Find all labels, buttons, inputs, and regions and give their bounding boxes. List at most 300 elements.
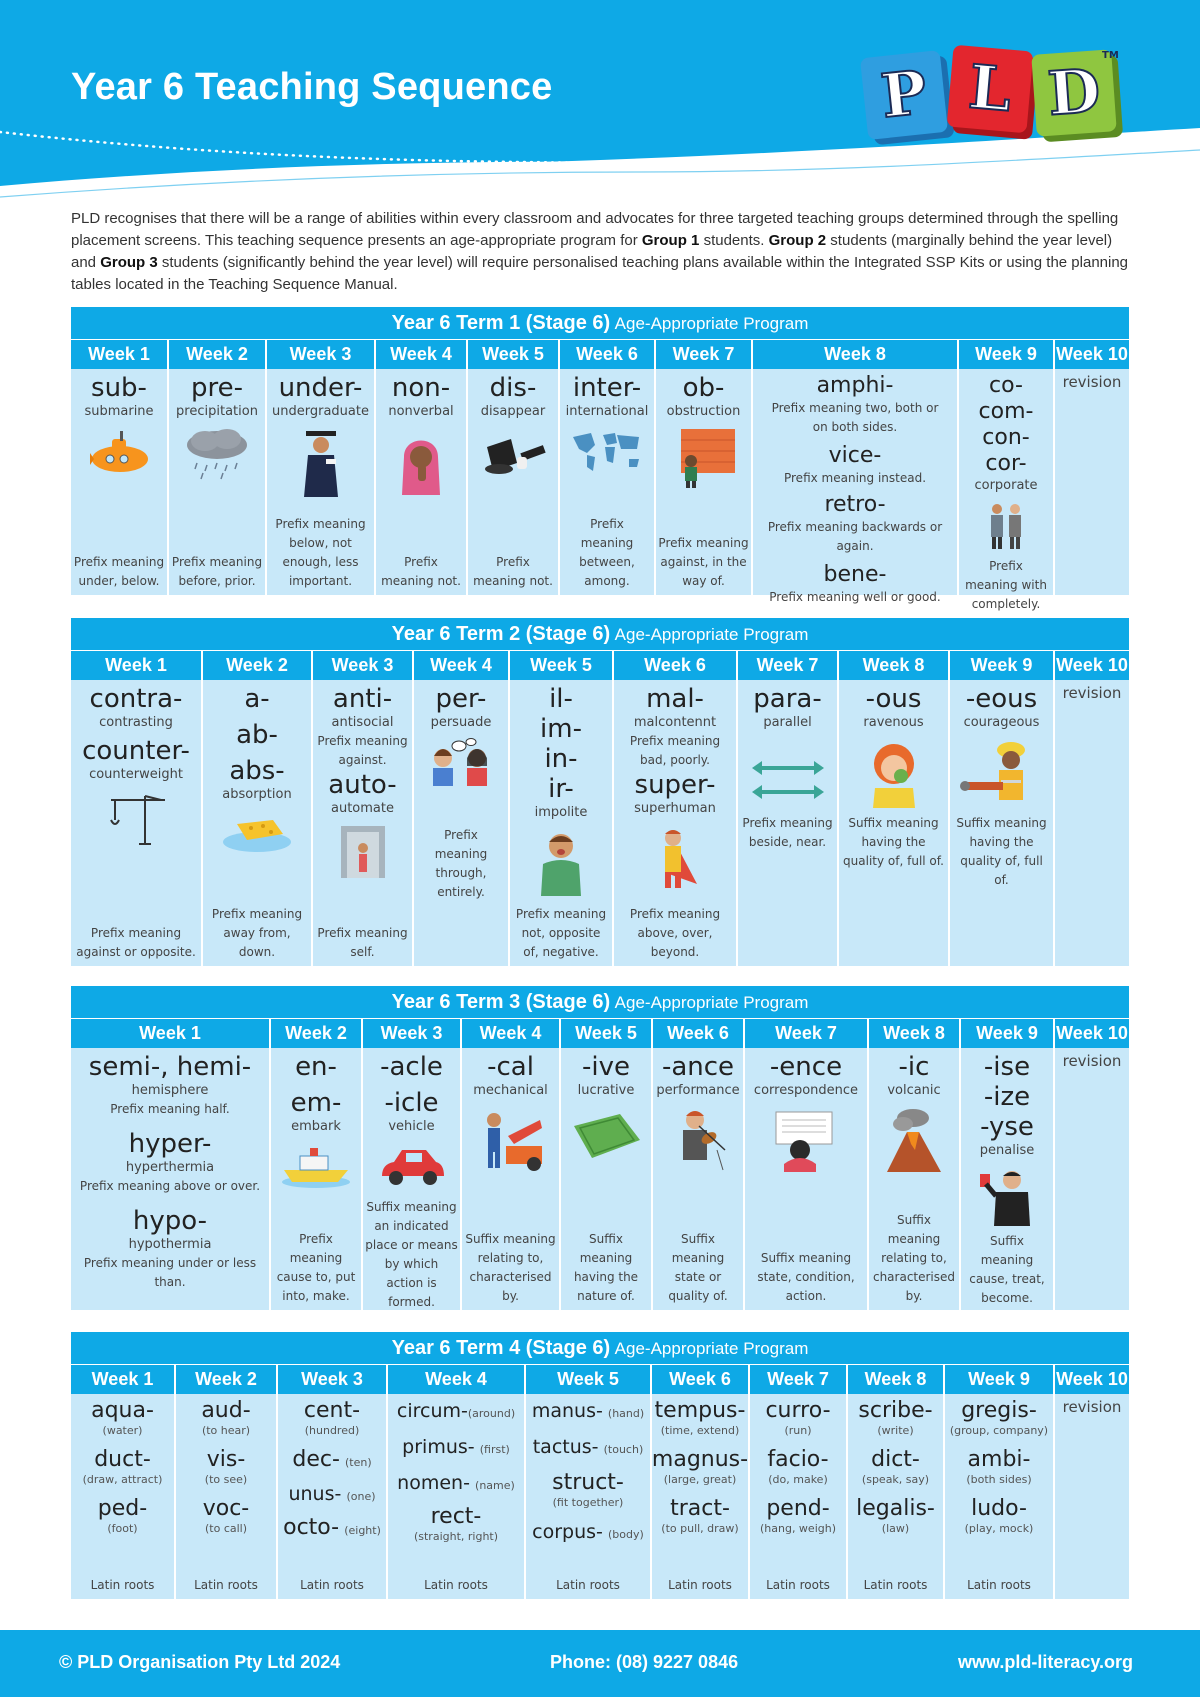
latin-root: dict- [871, 1447, 920, 1472]
meaning-text: Prefix meaning well or good. [769, 590, 941, 604]
latin-root: duct- [94, 1447, 151, 1472]
example-word: corporate [974, 478, 1038, 493]
example-word: courageous [963, 715, 1040, 730]
morpheme: under- [278, 373, 363, 403]
latin-root: magnus- [651, 1447, 749, 1472]
week-cell [753, 369, 959, 604]
latin-root-line: corpus- (body) [532, 1521, 644, 1543]
week-cell [839, 680, 950, 966]
week-header-row [71, 651, 1129, 680]
latin-root-line: circum-(around) [396, 1400, 516, 1422]
meaning-text: Prefix meaning beside, near. [742, 816, 833, 849]
example-word: counterweight [89, 767, 183, 782]
volcano-illustration [879, 1106, 949, 1176]
term-1-table [71, 307, 1129, 611]
root-meaning: (to hear) [201, 1424, 251, 1437]
root-meaning: (time, extend) [660, 1424, 740, 1437]
example-word: superhuman [634, 801, 716, 816]
automatic-door-illustration [335, 824, 391, 880]
meaning-text: Prefix meaning before, prior. [171, 555, 263, 588]
root-meaning: (write) [877, 1424, 914, 1437]
root-meaning: (straight, right) [413, 1530, 499, 1543]
brick-wall-illustration [669, 427, 739, 489]
meaning-text: Prefix meaning above or over. [79, 1179, 261, 1193]
example-word: disappear [480, 404, 546, 419]
phone-number: Phone: (08) 9227 0846 [550, 1652, 739, 1672]
morpheme: amphi- [816, 373, 894, 398]
persuade-people-illustration [423, 738, 499, 788]
logo-block-d: D [1031, 49, 1117, 136]
violinist-illustration [665, 1106, 731, 1172]
week-header: Week 4 [462, 1019, 561, 1048]
term-2-table [71, 618, 1129, 966]
term-title: Year 6 Term 2 (Stage 6) Age-Appropriate Program [71, 618, 1129, 651]
root-meaning: (speak, say) [861, 1473, 930, 1486]
latin-root-line: nomen- (name) [397, 1472, 515, 1494]
latin-root: pend- [766, 1496, 830, 1521]
mechanic-illustration [478, 1106, 544, 1172]
latin-root: ambi- [967, 1447, 1031, 1472]
week-cell [71, 369, 169, 595]
world-map-illustration [569, 427, 645, 477]
term-row [71, 1394, 1129, 1599]
latin-roots-label: Latin roots [90, 1578, 155, 1592]
morpheme: bene- [823, 562, 887, 587]
week-cell [71, 1048, 271, 1310]
example-word: obstruction [666, 404, 741, 419]
firefighter-illustration [957, 738, 1047, 808]
week-cell [750, 1394, 848, 1599]
root-meaning: (large, great) [663, 1473, 737, 1486]
week-cell [945, 1394, 1055, 1599]
week-header: Week 10 [1056, 344, 1128, 364]
morpheme: counter- [82, 736, 190, 766]
week-cell [414, 680, 510, 966]
root-meaning: (to call) [204, 1522, 248, 1535]
week-header: Week 1 [71, 1365, 176, 1394]
root-meaning: (water) [102, 1424, 143, 1437]
example-word: submarine [84, 404, 154, 419]
term-title: Year 6 Term 3 (Stage 6) Age-Appropriate Program [71, 986, 1129, 1019]
root-meaning: (to pull, draw) [661, 1522, 739, 1535]
logo-block-l: L [947, 45, 1034, 134]
meaning-text: Prefix meaning bad, poorly. [629, 734, 721, 767]
morpheme: con- [982, 425, 1030, 450]
week-header: Week 2 [169, 340, 267, 369]
week-header: Week 1 [71, 1019, 271, 1048]
example-word: hemisphere [131, 1083, 209, 1098]
meaning-text: Suffix meaning an indicated place or means by which action is formed. [365, 1200, 458, 1309]
morpheme: il- [549, 684, 573, 714]
morpheme: im- [540, 714, 582, 744]
meaning-text: Suffix meaning relating to, characterised by. [465, 1232, 556, 1303]
example-word: penalise [979, 1143, 1035, 1158]
meaning-text: Prefix meaning not. [473, 555, 553, 588]
root-meaning: (hundred) [304, 1424, 360, 1437]
meaning-text: Prefix meaning below, not enough, less important. [275, 517, 366, 588]
car-illustration [376, 1142, 448, 1192]
example-word: antisocial [331, 715, 394, 730]
week-cell [961, 1048, 1055, 1310]
week-cell [869, 1048, 961, 1310]
morpheme: inter- [572, 373, 642, 403]
latin-root: ped- [97, 1496, 148, 1521]
latin-roots-label: Latin roots [300, 1578, 364, 1592]
latin-root: voc- [202, 1496, 250, 1521]
latin-root-line: unus- (one) [288, 1483, 376, 1505]
nonverbal-girl-illustration [396, 427, 446, 497]
meaning-text: Prefix meaning under or less than. [83, 1256, 257, 1289]
morpheme: anti- [332, 684, 393, 714]
revision-label: revision [1062, 1052, 1122, 1070]
meaning-text: Prefix meaning above, over, beyond. [629, 907, 721, 959]
morpheme: para- [753, 684, 822, 714]
morpheme: co- [989, 373, 1023, 398]
morpheme: sub- [91, 373, 147, 403]
meaning-text: Prefix meaning backwards or again. [767, 520, 943, 553]
week-header: Week 9 [950, 651, 1055, 680]
example-word: volcanic [887, 1083, 941, 1098]
term-title: Year 6 Term 4 (Stage 6) Age-Appropriate Program [71, 1332, 1129, 1365]
morpheme: contra- [89, 684, 183, 714]
morpheme: -ance [661, 1052, 735, 1082]
morpheme: -eous [965, 684, 1038, 714]
morpheme: per- [435, 684, 487, 714]
impolite-boy-illustration [533, 828, 589, 898]
example-word: ravenous [863, 715, 924, 730]
week-header: Week 4 [388, 1365, 526, 1394]
week-cell [656, 369, 753, 595]
morpheme: retro- [824, 492, 886, 517]
example-word: undergraduate [272, 404, 369, 419]
meaning-text: Suffix meaning relating to, characterised by. [872, 1213, 956, 1303]
week-header: Week 3 [313, 651, 414, 680]
week-cell [560, 369, 656, 595]
meaning-text: Prefix meaning between, among. [579, 517, 635, 588]
week-header: Week 1 [71, 651, 203, 680]
morpheme: -ous [865, 684, 922, 714]
latin-roots-label: Latin roots [556, 1578, 620, 1592]
latin-root-line: octo- (eight) [283, 1515, 381, 1540]
meaning-text: Prefix meaning self. [317, 926, 408, 959]
week-cell [653, 1048, 745, 1310]
parallel-arrows-icon [748, 752, 828, 808]
morpheme: -ence [769, 1052, 843, 1082]
latin-root: facio- [767, 1447, 829, 1472]
latin-root-line: tactus- (touch) [532, 1436, 644, 1458]
pld-logo [862, 44, 1122, 142]
morpheme: com- [978, 399, 1034, 424]
week-header: Week 2 [176, 1365, 278, 1394]
week-cell [313, 680, 414, 966]
week-header: Week 6 [653, 1019, 745, 1048]
latin-roots-label: Latin roots [863, 1578, 928, 1592]
week-cell [526, 1394, 652, 1599]
business-people-illustration [981, 501, 1031, 551]
week-cell [1055, 1394, 1129, 1599]
latin-root-line: primus- (first) [402, 1436, 510, 1458]
week-header-row [71, 1019, 1129, 1048]
meaning-text: Suffix meaning having the quality of, full of. [843, 816, 944, 868]
week-header: Week 7 [745, 1019, 869, 1048]
example-word: mechanical [473, 1083, 548, 1098]
root-meaning: (play, mock) [964, 1522, 1034, 1535]
week-header: Week 9 [945, 1365, 1055, 1394]
morpheme: abs- [229, 756, 285, 786]
week-header: Week 7 [738, 651, 839, 680]
latin-root: gregis- [961, 1398, 1037, 1423]
meaning-text: Prefix meaning half. [110, 1102, 230, 1116]
latin-root: legalis- [856, 1496, 935, 1521]
week-cell [652, 1394, 750, 1599]
week-header: Week 10 [1056, 1023, 1128, 1043]
week-header: Week 7 [656, 340, 753, 369]
example-word: lucrative [577, 1083, 635, 1098]
referee-illustration [974, 1166, 1040, 1226]
week-cell [376, 369, 468, 595]
meaning-text: Prefix meaning through, entirely. [434, 828, 488, 899]
week-header: Week 8 [848, 1365, 945, 1394]
meaning-text: Prefix meaning under, below. [73, 555, 165, 588]
magic-hat-illustration [477, 427, 549, 477]
week-header: Week 10 [1056, 1369, 1128, 1389]
root-meaning: (foot) [107, 1522, 138, 1535]
term-row [71, 1048, 1129, 1310]
meaning-text: Suffix meaning having the quality of, full of. [956, 816, 1047, 887]
morpheme: in- [544, 744, 578, 774]
morpheme: -ive [582, 1052, 630, 1082]
website-link[interactable]: www.pld-literacy.org [958, 1652, 1134, 1672]
morpheme: non- [391, 373, 451, 403]
morpheme: super- [634, 770, 716, 800]
week-cell [468, 369, 560, 595]
term-row [71, 680, 1129, 966]
week-header: Week 5 [468, 340, 560, 369]
latin-root: aqua- [91, 1398, 154, 1423]
term-title: Year 6 Term 1 (Stage 6) Age-Appropriate Program [71, 307, 1129, 340]
meaning-text: Prefix meaning two, both or on both sides. [771, 401, 939, 434]
term-4-table [71, 1332, 1129, 1599]
morpheme: -ise [983, 1052, 1031, 1082]
week-cell [1055, 369, 1129, 595]
week-cell [462, 1048, 561, 1310]
week-header: Week 8 [869, 1019, 961, 1048]
morpheme: -acle [380, 1052, 443, 1082]
week-cell [176, 1394, 278, 1599]
meaning-text: Suffix meaning state, condition, action. [757, 1251, 855, 1303]
week-header: Week 5 [526, 1365, 652, 1394]
example-word: international [565, 404, 649, 419]
meaning-text: Prefix meaning instead. [783, 471, 927, 485]
week-header: Week 4 [414, 651, 510, 680]
revision-label: revision [1062, 684, 1122, 702]
week-cell [950, 680, 1055, 966]
morpheme: a- [244, 684, 270, 714]
root-meaning: (draw, attract) [82, 1473, 163, 1486]
week-cell [745, 1048, 869, 1310]
meaning-text: Prefix meaning cause to, put into, make. [276, 1232, 356, 1303]
letter-writing-illustration [770, 1106, 842, 1172]
week-header-row [71, 1365, 1129, 1394]
root-meaning: (law) [881, 1522, 910, 1535]
meaning-text: Prefix meaning against. [317, 734, 408, 767]
ravenous-boy-illustration [861, 738, 927, 808]
week-header: Week 4 [376, 340, 468, 369]
morpheme: vice- [828, 443, 882, 468]
week-header: Week 9 [959, 340, 1055, 369]
week-header: Week 2 [203, 651, 313, 680]
week-cell [388, 1394, 526, 1599]
latin-root-line: manus- (hand) [531, 1400, 645, 1422]
latin-root: cent- [303, 1398, 361, 1423]
morpheme: -cal [487, 1052, 534, 1082]
morpheme: pre- [191, 373, 243, 403]
meaning-text: Prefix meaning not, opposite of, negative. [515, 907, 607, 959]
week-header: Week 7 [750, 1365, 848, 1394]
morpheme: -ic [898, 1052, 930, 1082]
trademark: TM [1102, 50, 1119, 61]
week-header: Week 8 [753, 340, 959, 369]
root-meaning: (fit together) [552, 1496, 624, 1509]
latin-root: tract- [670, 1496, 730, 1521]
week-cell [169, 369, 267, 595]
page-footer [0, 1630, 1200, 1697]
week-header: Week 8 [839, 651, 950, 680]
week-header: Week 2 [271, 1019, 363, 1048]
example-word: absorption [222, 787, 292, 802]
meaning-text: Suffix meaning state or quality of. [668, 1232, 728, 1303]
revision-label: revision [1062, 373, 1122, 391]
example-word: precipitation [176, 404, 258, 419]
morpheme: ob- [682, 373, 725, 403]
morpheme: ab- [236, 720, 278, 750]
week-cell [271, 1048, 363, 1310]
latin-root: vis- [206, 1447, 246, 1472]
example-word: vehicle [388, 1119, 435, 1134]
week-cell [561, 1048, 653, 1310]
meaning-text: Prefix meaning against or opposite. [76, 926, 196, 959]
boat-illustration [278, 1142, 354, 1192]
week-header: Week 6 [614, 651, 738, 680]
latin-root: scribe- [858, 1398, 933, 1423]
latin-roots-label: Latin roots [766, 1578, 830, 1592]
example-word: malcontennt [633, 715, 717, 730]
week-header: Week 10 [1056, 655, 1128, 675]
rain-cloud-illustration [181, 427, 253, 482]
graduate-illustration [296, 427, 346, 499]
term-3-table [71, 986, 1129, 1310]
week-header: Week 1 [71, 340, 169, 369]
intro-paragraph: PLD recognises that there will be a range of abilities within every classroom and advocates for three targeted teaching groups determined through the spelling placement screens. This teaching sequence presents an age-appropriate program for Group 1 students. Group 2 students (marginally behind the year level) and Group 3 students (significantly behind the year level) will require personalised teaching plans available within the Integrated SSP Kits or using the planning tables located in the Teaching Sequence Manual. [71, 210, 1129, 293]
morpheme: em- [290, 1088, 342, 1118]
example-word: correspondence [753, 1083, 859, 1098]
morpheme: mal- [646, 684, 704, 714]
morpheme: -icle [384, 1088, 439, 1118]
morpheme: cor- [985, 451, 1027, 476]
example-word: automate [331, 801, 394, 816]
morpheme: ir- [548, 774, 574, 804]
latin-roots-label: Latin roots [194, 1578, 258, 1592]
week-cell [71, 1394, 176, 1599]
example-word: parallel [763, 715, 812, 730]
latin-root: rect- [430, 1504, 482, 1529]
week-cell [278, 1394, 388, 1599]
example-word: persuade [430, 715, 492, 730]
week-cell [71, 680, 203, 966]
latin-root: tempus- [654, 1398, 746, 1423]
morpheme: hypo- [132, 1206, 208, 1236]
submarine-illustration [84, 427, 154, 477]
week-header: Week 6 [560, 340, 656, 369]
root-meaning: (do, make) [768, 1473, 828, 1486]
meaning-text: Prefix meaning against, in the way of. [658, 536, 749, 588]
week-cell [614, 680, 738, 966]
logo-block-p: P [860, 50, 948, 140]
superhero-illustration [647, 824, 703, 894]
example-word: embark [291, 1119, 341, 1134]
crane-illustration [101, 790, 171, 846]
week-header-row [71, 340, 1129, 369]
week-header: Week 3 [267, 340, 376, 369]
example-word: hyperthermia [125, 1160, 215, 1175]
meaning-text: Suffix meaning cause, treat, become. [969, 1234, 1045, 1305]
latin-roots-label: Latin roots [424, 1578, 488, 1592]
week-cell [203, 680, 313, 966]
sponge-illustration [221, 810, 293, 854]
latin-roots-label: Latin roots [668, 1578, 732, 1592]
copyright-text: © PLD Organisation Pty Ltd 2024 [59, 1652, 341, 1672]
morpheme: dis- [489, 373, 537, 403]
revision-label: revision [1062, 1398, 1122, 1416]
meaning-text: Prefix meaning away from, down. [211, 907, 303, 959]
week-header: Week 3 [278, 1365, 388, 1394]
latin-root: struct- [552, 1470, 624, 1495]
root-meaning: (both sides) [966, 1473, 1032, 1486]
morpheme: -ize [983, 1082, 1031, 1112]
morpheme: en- [295, 1052, 337, 1082]
example-word: performance [656, 1083, 740, 1098]
week-cell [363, 1048, 462, 1310]
meaning-text: Prefix meaning with completely. [965, 559, 1047, 611]
latin-roots-label: Latin roots [967, 1578, 1031, 1592]
week-header: Week 5 [561, 1019, 653, 1048]
latin-root: aud- [201, 1398, 251, 1423]
latin-root-line: dec- (ten) [292, 1447, 372, 1472]
latin-root: ludo- [971, 1496, 1027, 1521]
week-cell [959, 369, 1055, 611]
root-meaning: (group, company) [949, 1424, 1049, 1437]
example-word: impolite [534, 805, 588, 820]
example-word: hypothermia [128, 1237, 212, 1252]
week-cell [1055, 1048, 1129, 1310]
meaning-text: Prefix meaning not. [381, 555, 461, 588]
term-row [71, 369, 1129, 611]
week-cell [510, 680, 614, 966]
morpheme: semi-, hemi- [88, 1052, 252, 1082]
page-title: Year 6 Teaching Sequence [71, 66, 553, 108]
week-cell [738, 680, 839, 966]
root-meaning: (hang, weigh) [759, 1522, 837, 1535]
latin-root: curro- [765, 1398, 831, 1423]
week-header: Week 9 [961, 1019, 1055, 1048]
morpheme: hyper- [128, 1129, 212, 1159]
week-header: Week 3 [363, 1019, 462, 1048]
money-illustration [570, 1106, 642, 1166]
week-cell [267, 369, 376, 595]
week-header: Week 6 [652, 1365, 750, 1394]
week-header: Week 5 [510, 651, 614, 680]
morpheme: -yse [980, 1112, 1034, 1142]
